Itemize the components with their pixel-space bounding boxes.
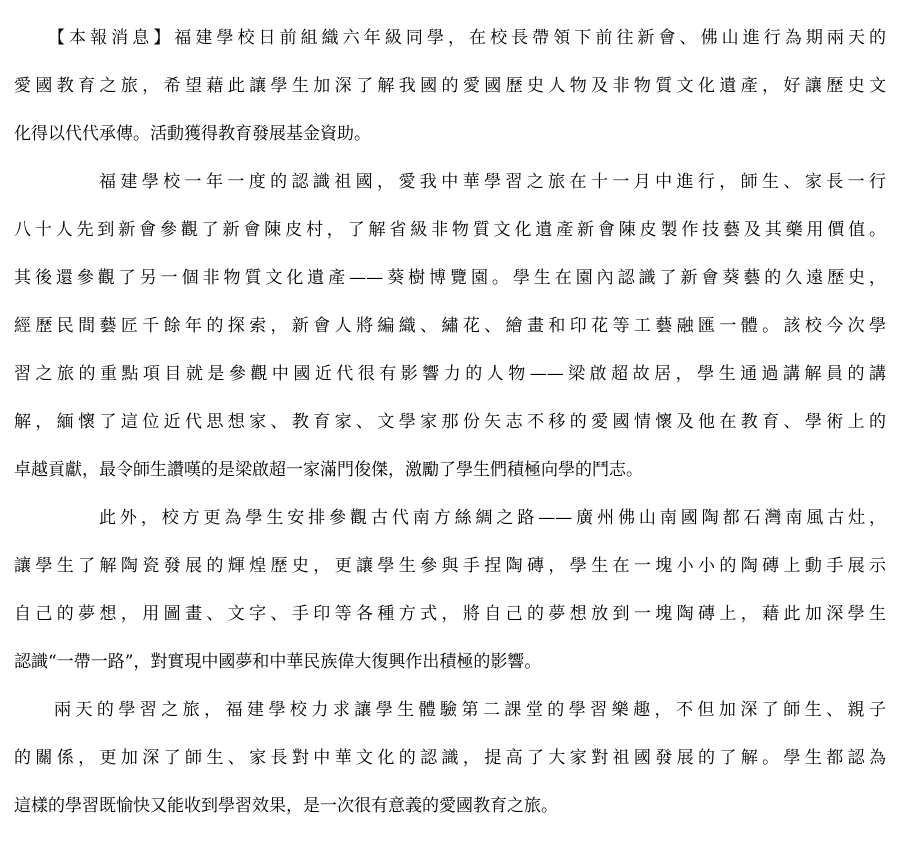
paragraph-intro bbox=[14, 28, 886, 172]
text-line: 化得以代代承傳。活動獲得教育發展基金資助。 bbox=[14, 124, 371, 144]
text-line: 解，緬懷了這位近代思想家、教育家、文學家那份矢志不移的愛國情懷及他在教育、學術上的 bbox=[14, 412, 886, 432]
news-article bbox=[14, 28, 886, 844]
text-line: 其後還參觀了另一個非物質文化遺產——葵樹博覽園。學生在園內認識了新會葵藝的久遠歷史， bbox=[14, 268, 886, 288]
paragraph-trip-xinhui bbox=[14, 172, 886, 508]
text-line: 八十人先到新會參觀了新會陳皮村，了解省級非物質文化遺產新會陳皮製作技藝及其藥用價值。 bbox=[14, 220, 886, 240]
text-line: 習之旅的重點項目就是參觀中國近代很有影響力的人物——梁啟超故居，學生通過講解員的講 bbox=[14, 364, 886, 384]
text-line: 讓學生了解陶瓷發展的輝煌歷史，更讓學生參與手捏陶磚，學生在一塊小小的陶磚上動手展示 bbox=[14, 556, 886, 576]
text-line: 這樣的學習既愉快又能收到學習效果，是一次很有意義的愛國教育之旅。 bbox=[14, 796, 558, 816]
text-line: 認識“一帶一路”，對實現中國夢和中華民族偉大復興作出積極的影響。 bbox=[14, 652, 542, 672]
paragraph-conclusion bbox=[14, 700, 886, 844]
text-line: 愛國教育之旅，希望藉此讓學生加深了解我國的愛國歷史人物及非物質文化遺產，好讓歷史文 bbox=[14, 76, 886, 96]
text-line: 自己的夢想，用圖畫、文字、手印等各種方式，將自己的夢想放到一塊陶磚上，藉此加深學生 bbox=[14, 604, 886, 624]
paragraph-trip-foshan bbox=[14, 508, 886, 700]
text-line: 此外，校方更為學生安排參觀古代南方絲綢之路——廣州佛山南國陶都石灣南風古灶， bbox=[99, 508, 886, 528]
text-line: 經歷民間藝匠千餘年的探索，新會人將編織、繡花、繪畫和印花等工藝融匯一體。該校今次學 bbox=[14, 316, 886, 336]
text-line: 卓越貢獻，最令師生讚嘆的是梁啟超一家滿門俊傑，激勵了學生們積極向學的鬥志。 bbox=[14, 460, 643, 480]
text-line: 福建學校一年一度的認識祖國，愛我中華學習之旅在十一月中進行，師生、家長一行 bbox=[99, 172, 886, 192]
text-line: 【本報消息】福建學校日前組織六年級同學，在校長帶領下前往新會、佛山進行為期兩天的 bbox=[48, 28, 886, 48]
text-line: 兩天的學習之旅，福建學校力求讓學生體驗第二課堂的學習樂趣，不但加深了師生、親子 bbox=[54, 700, 886, 720]
text-line: 的關係，更加深了師生、家長對中華文化的認識，提高了大家對祖國發展的了解。學生都認為 bbox=[14, 748, 886, 768]
